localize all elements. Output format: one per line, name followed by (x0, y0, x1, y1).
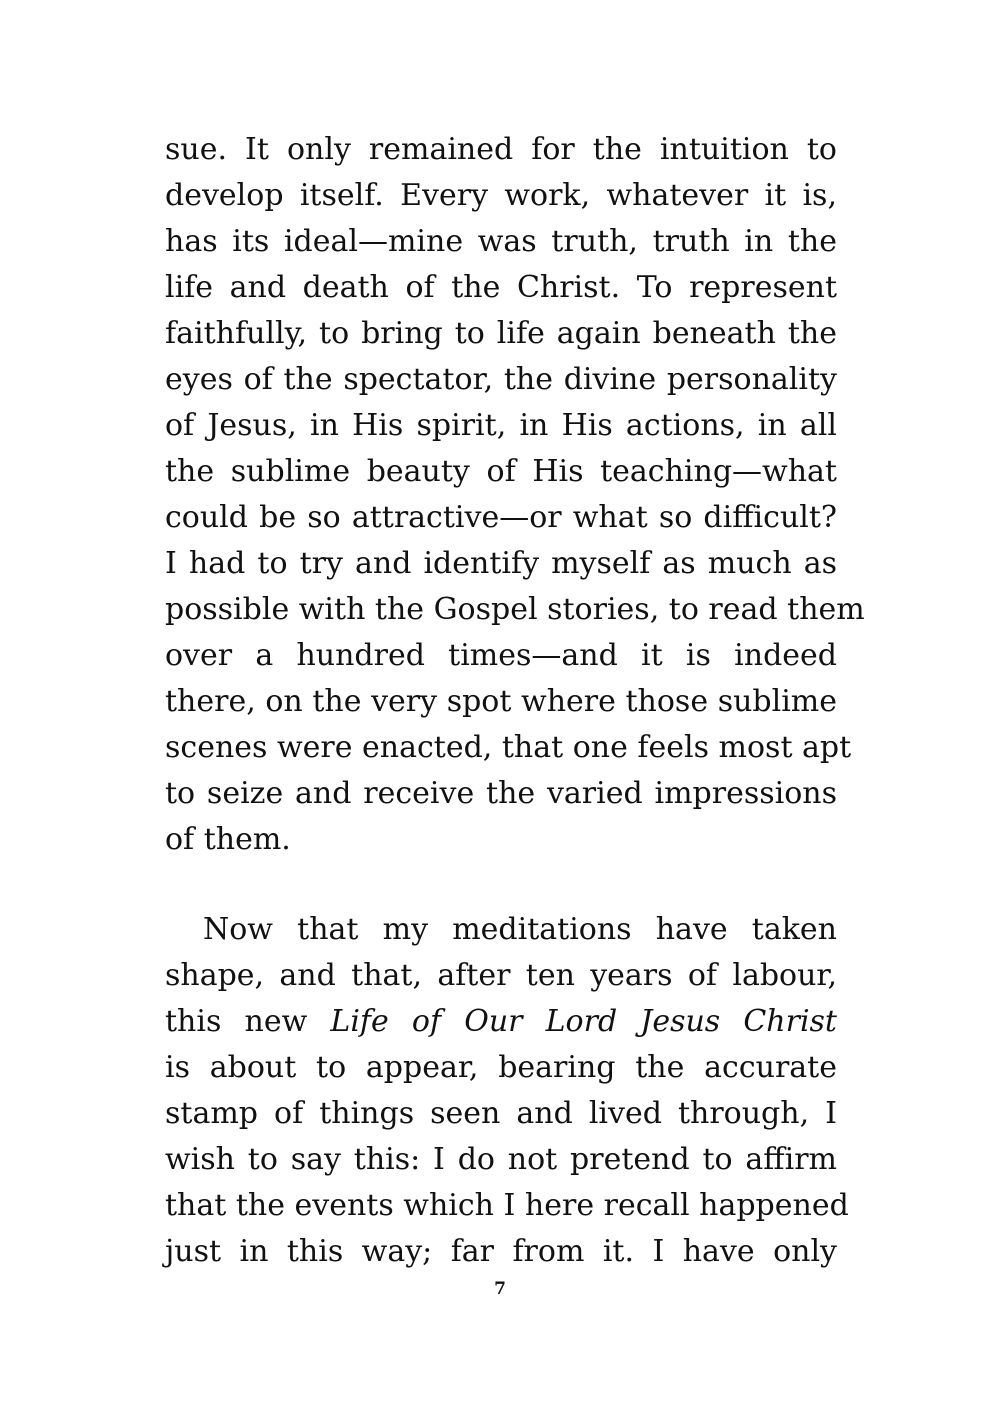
text-line: life and death of the Christ. To represent (165, 270, 837, 305)
text-fragment: this new (165, 1004, 331, 1039)
text-line: has its ideal—mine was truth, truth in the (165, 224, 837, 259)
text-line: develop itself. Every work, whatever it is, (165, 178, 837, 213)
text-line: over a hundred times—and it is indeed (165, 638, 837, 673)
text-line: shape, and that, after ten years of labour, (165, 958, 837, 993)
text-line: could be so attractive—or what so difficult? (165, 500, 837, 535)
text-line: stamp of things seen and lived through, I (165, 1096, 837, 1131)
text-line: of Jesus, in His spirit, in His actions, in all (165, 408, 837, 443)
book-title: Life of Our Lord Jesus Christ (330, 1004, 837, 1039)
text-line: that the events which I here recall happened (165, 1188, 849, 1223)
page-number: 7 (494, 1279, 506, 1299)
text-line: is about to appear, bearing the accurate (165, 1050, 837, 1085)
text-line: to seize and receive the varied impressions (165, 776, 837, 811)
paragraph-1 (165, 127, 865, 863)
text-line: sue. It only remained for the intuition to (165, 132, 837, 167)
text-line: faithfully, to bring to life again beneath the (165, 316, 837, 351)
text-line: Now that my meditations have taken (203, 912, 837, 947)
text-line: there, on the very spot where those sublime (165, 684, 837, 719)
text-line: possible with the Gospel stories, to read them (165, 592, 865, 627)
text-line: wish to say this: I do not pretend to affirm (165, 1142, 837, 1177)
text-line: scenes were enacted, that one feels most apt (165, 730, 852, 765)
text-line: of them. (165, 822, 291, 857)
text-line: the sublime beauty of His teaching—what (165, 454, 837, 489)
text-line: I had to try and identify myself as much as (165, 546, 837, 581)
paragraph-2 (165, 907, 849, 1275)
text-line-with-title (165, 999, 837, 1045)
text-line: eyes of the spectator, the divine personality (165, 362, 837, 397)
text-line: just in this way; far from it. I have only (165, 1234, 837, 1269)
